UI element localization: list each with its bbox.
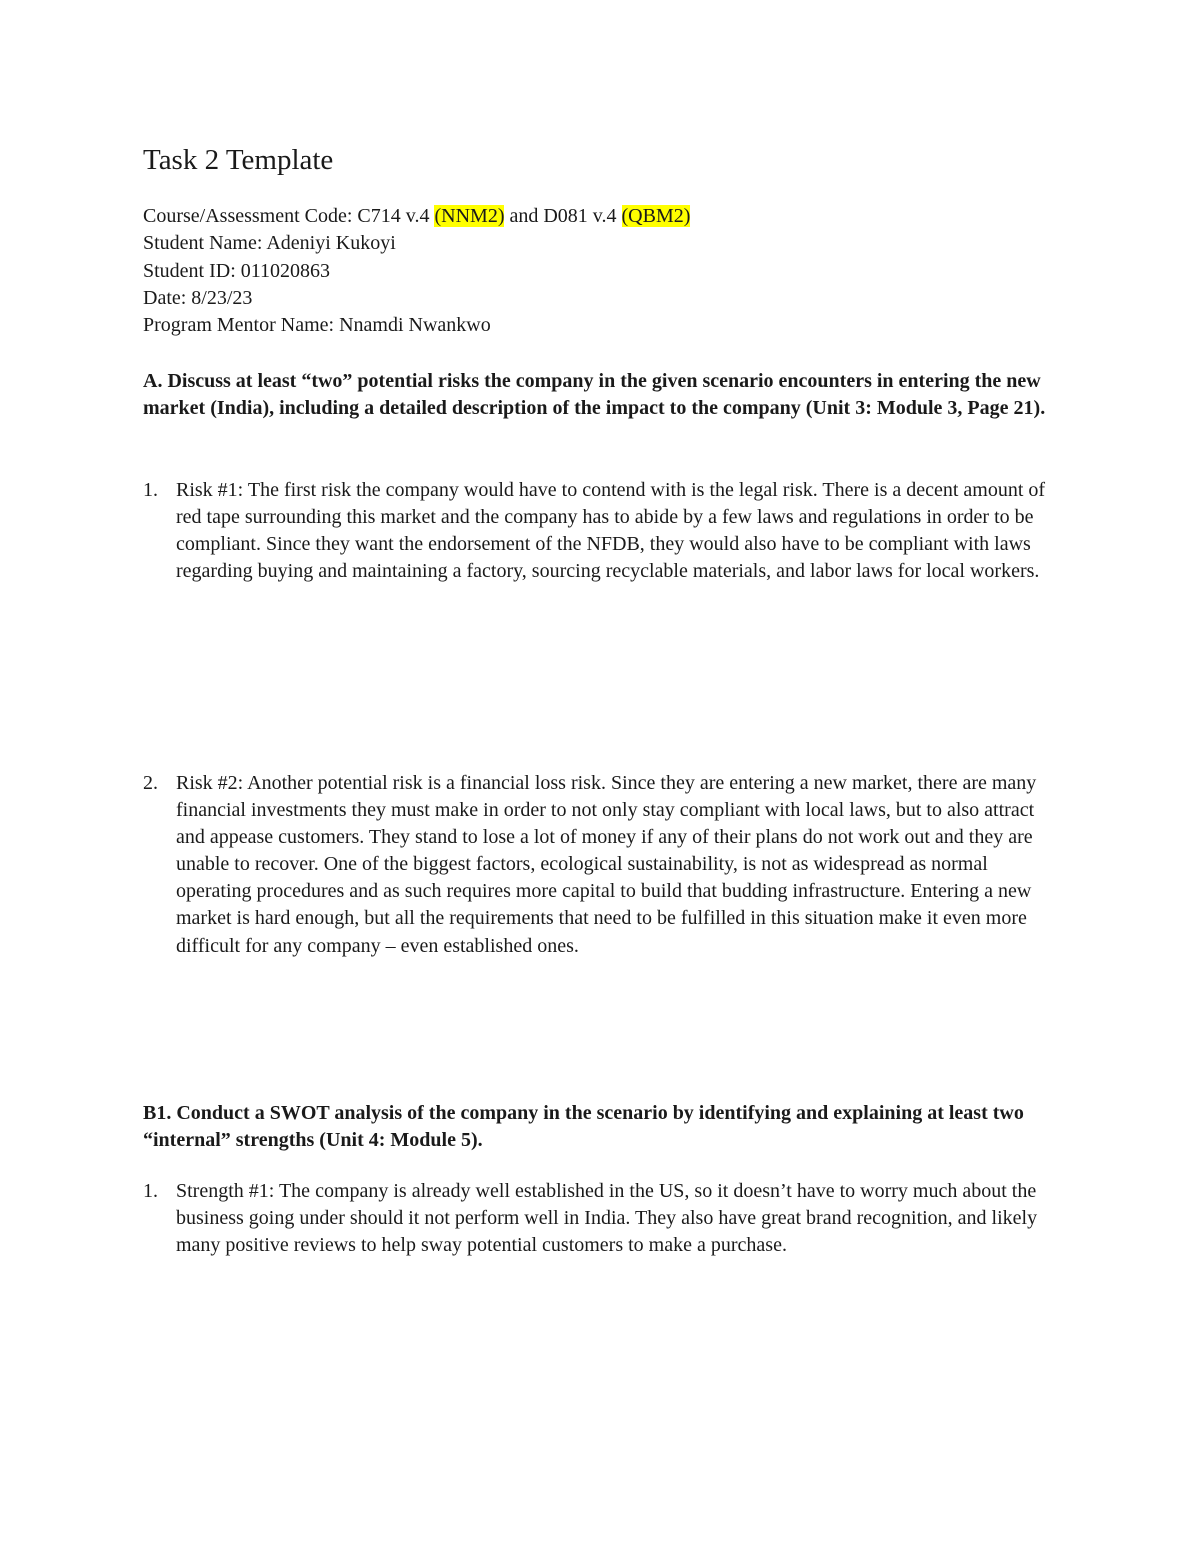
risk-1-text: Risk #1: The first risk the company would have to contend with is the legal risk. There is a decent amount of red tape surrounding this market and the company has to abide by a few laws and regulations in order to be compliant. Since they want the endorsement of the NFDB, they would also have to be compliant with laws regarding buying and maintaining a factory, sourcing recyclable materials, and labor laws for local workers.: [176, 479, 1046, 583]
risk-2-text: Risk #2: Another potential risk is a financial loss risk. Since they are entering a new market, there are many financial investments they must make in order to not only stay compliant with local laws, but to also attract and appease customers. They stand to lose a lot of money if any of their plans do not work out and they are unable to recover. One of the biggest factors, ecological sustainability, is not as widespread as normal operating procedures and as such requires more capital to build that budding infrastructure. Entering a new market is hard enough, but all the requirements that need to be fulfilled in this situation make it even more difficult for any company – even established ones.: [176, 772, 1037, 957]
course-code-mid: and D081 v.4: [504, 205, 622, 227]
course-code-highlight-2: (QBM2): [621, 205, 691, 227]
section-b1-heading: B1. Conduct a SWOT analysis of the company in the scenario by identifying and explaining at least two “internal” strengths (Unit 4: Module 5).: [143, 1102, 1024, 1152]
course-code-label: Course/Assessment Code: C714 v.4: [143, 205, 435, 227]
strength-1-text: Strength #1: The company is already well established in the US, so it doesn’t have to worry much about the business going under should it not perform well in India. They also have great brand recognition, and likely many positive reviews to help sway potential customers to make a purchase.: [176, 1180, 1038, 1257]
course-code-line: [143, 203, 690, 230]
student-name: Student Name: Adeniyi Kukoyi: [143, 232, 396, 255]
list-number: 1.: [143, 479, 158, 501]
document-title: Task 2 Template: [143, 144, 334, 176]
strength-1-item: [143, 1178, 1063, 1259]
risk-2-item: [143, 770, 1063, 960]
program-mentor: Program Mentor Name: Nnamdi Nwankwo: [143, 314, 491, 337]
list-number: 1.: [143, 1180, 158, 1202]
list-number: 2.: [143, 772, 158, 794]
course-code-highlight-1: (NNM2): [434, 205, 505, 227]
section-a-heading: A. Discuss at least “two” potential risks the company in the given scenario encounters in entering the new market (India), including a detailed description of the impact to the company (Unit 3: Module 3, Page 21).: [143, 370, 1046, 420]
document-meta: [143, 203, 690, 339]
date: Date: 8/23/23: [143, 286, 253, 309]
risk-1-item: [143, 477, 1063, 585]
student-id: Student ID: 011020863: [143, 259, 331, 282]
